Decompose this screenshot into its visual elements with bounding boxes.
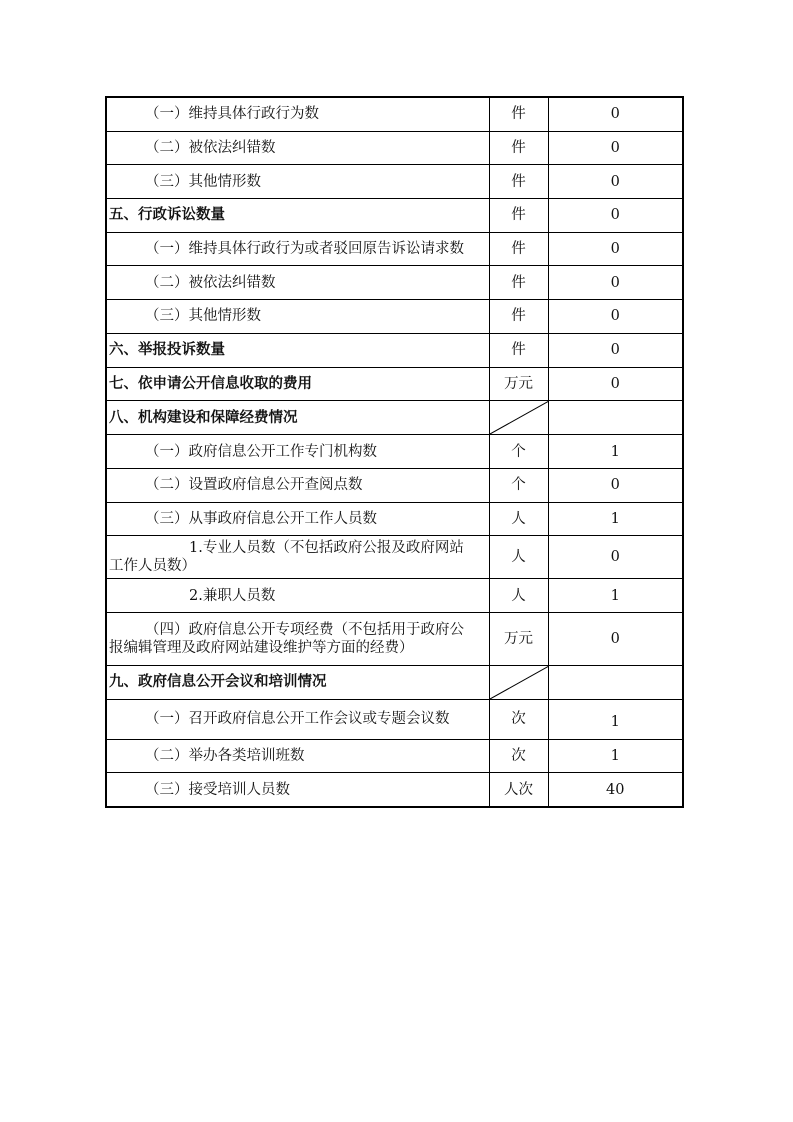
table-row — [106, 739, 683, 773]
row-unit: 人 — [489, 579, 548, 613]
table-row — [106, 232, 683, 266]
table-row — [106, 97, 683, 131]
row-value: 0 — [548, 165, 683, 199]
row-value-empty — [548, 665, 683, 699]
statistics-table — [105, 96, 684, 808]
row-value: 1 — [548, 502, 683, 536]
row-label-line2: 报编辑管理及政府网站建设维护等方面的经费） — [109, 639, 414, 656]
row-value: 0 — [548, 232, 683, 266]
row-value: 0 — [548, 300, 683, 334]
table-row — [106, 579, 683, 613]
row-value: 1 — [548, 699, 683, 739]
table-row — [106, 165, 683, 199]
row-value: 1 — [548, 435, 683, 469]
table-row — [106, 468, 683, 502]
row-value: 0 — [548, 536, 683, 579]
row-unit: 万元 — [489, 367, 548, 401]
row-value: 0 — [548, 468, 683, 502]
row-unit: 件 — [489, 232, 548, 266]
row-label-multiline — [106, 612, 489, 665]
row-value: 0 — [548, 199, 683, 233]
section-heading: 六、举报投诉数量 — [106, 333, 489, 367]
table-row — [106, 266, 683, 300]
row-unit: 件 — [489, 131, 548, 165]
row-unit: 万元 — [489, 612, 548, 665]
row-label-line2: 工作人员数） — [109, 558, 196, 575]
row-value: 0 — [548, 333, 683, 367]
table-row-section — [106, 199, 683, 233]
row-label-line1: （四）政府信息公开专项经费（不包括用于政府公 — [145, 621, 464, 638]
row-label: （二）被依法纠错数 — [106, 131, 489, 165]
table-row-section — [106, 367, 683, 401]
table-row — [106, 773, 683, 807]
row-value: 0 — [548, 367, 683, 401]
row-label: （一）政府信息公开工作专门机构数 — [106, 435, 489, 469]
table-row — [106, 435, 683, 469]
row-label: （二）设置政府信息公开查阅点数 — [106, 468, 489, 502]
diagonal-line — [490, 666, 549, 699]
row-label: （二）举办各类培训班数 — [106, 739, 489, 773]
section-heading: 五、行政诉讼数量 — [106, 199, 489, 233]
row-label: （三）接受培训人员数 — [106, 773, 489, 807]
table-row-section — [106, 333, 683, 367]
row-value: 1 — [548, 739, 683, 773]
diagonal-line — [490, 401, 549, 434]
row-unit: 人 — [489, 502, 548, 536]
table-row — [106, 300, 683, 334]
row-value-empty — [548, 401, 683, 435]
row-unit: 件 — [489, 266, 548, 300]
row-unit: 件 — [489, 300, 548, 334]
row-value: 1 — [548, 579, 683, 613]
row-unit: 件 — [489, 333, 548, 367]
row-value: 40 — [548, 773, 683, 807]
table-row — [106, 699, 683, 739]
row-unit: 人 — [489, 536, 548, 579]
row-value: 0 — [548, 131, 683, 165]
section-heading: 八、机构建设和保障经费情况 — [106, 401, 489, 435]
row-value: 0 — [548, 266, 683, 300]
diagonal-slash-cell — [489, 401, 548, 435]
table-row — [106, 502, 683, 536]
row-unit: 人次 — [489, 773, 548, 807]
row-unit: 次 — [489, 739, 548, 773]
table-row — [106, 612, 683, 665]
row-unit: 次 — [489, 699, 548, 739]
row-unit: 个 — [489, 435, 548, 469]
diagonal-slash-cell — [489, 665, 548, 699]
table-row — [106, 131, 683, 165]
row-label: （一）维持具体行政行为数 — [106, 97, 489, 131]
row-value: 0 — [548, 97, 683, 131]
table-row-section — [106, 401, 683, 435]
row-value: 0 — [548, 612, 683, 665]
table-row — [106, 536, 683, 579]
table-row-section — [106, 665, 683, 699]
row-unit: 件 — [489, 165, 548, 199]
row-label: （二）被依法纠错数 — [106, 266, 489, 300]
row-label: （三）其他情形数 — [106, 165, 489, 199]
row-label: 2.兼职人员数 — [106, 579, 489, 613]
row-unit: 个 — [489, 468, 548, 502]
row-label: （三）其他情形数 — [106, 300, 489, 334]
row-label: （三）从事政府信息公开工作人员数 — [106, 502, 489, 536]
row-label: （一）召开政府信息公开工作会议或专题会议数 — [106, 699, 489, 739]
section-heading: 九、政府信息公开会议和培训情况 — [106, 665, 489, 699]
row-unit: 件 — [489, 97, 548, 131]
section-heading: 七、依申请公开信息收取的费用 — [106, 367, 489, 401]
row-label: （一）维持具体行政行为或者驳回原告诉讼请求数 — [106, 232, 489, 266]
row-unit: 件 — [489, 199, 548, 233]
row-label-line1: 1.专业人员数（不包括政府公报及政府网站 — [189, 540, 464, 557]
row-label-multiline — [106, 536, 489, 579]
